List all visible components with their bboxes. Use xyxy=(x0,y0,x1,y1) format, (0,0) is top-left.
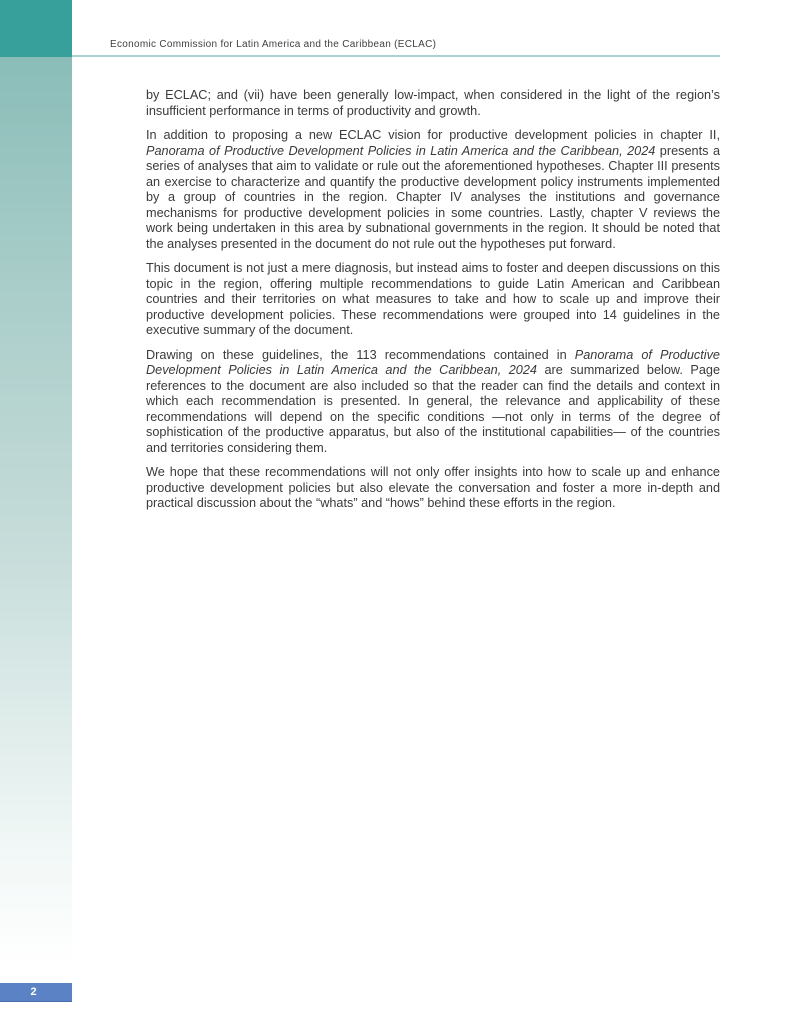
text-run: We hope that these recommendations will not only offer insights into how to scale up and enhance productive development policies but also elevate the conversation and foster a more in-depth and practical discussion about the “whats” and “hows” behind these efforts in the region. xyxy=(146,465,720,510)
corner-accent-block xyxy=(0,0,72,57)
text-run: This document is not just a mere diagnosis, but instead aims to foster and deepen discussions on this topic in the region, offering multiple recommendations to guide Latin American and Caribbean countries and their territories on what measures to take and how to scale up and improve their productive development policies. These recommendations were grouped into 14 guidelines in the executive summary of the document. xyxy=(146,261,720,337)
text-run: presents a series of analyses that aim to validate or rule out the aforementioned hypotheses. Chapter III presents an exercise to characterize and quantify the productive development policy instruments implemented by a group of countries in the region. Chapter IV analyses the institutions and governance mechanisms for productive development policies in some countries. Lastly, chapter V reviews the work being undertaken in this area by subnational governments in the region. It should be noted that the analyses presented in the document do not rule out the hypotheses put forward. xyxy=(146,143,720,251)
paragraph xyxy=(146,88,720,119)
running-header: Economic Commission for Latin America and the Caribbean (ECLAC) xyxy=(110,39,437,50)
text-run: by ECLAC; and (vii) have been generally low-impact, when considered in the light of the region’s insufficient performance in terms of productivity and growth. xyxy=(146,88,720,118)
text-run: are summarized below. Page references to the document are also included so that the reader can find the details and context in which each recommendation is presented. In general, the relevance and applicability of these recommendations will depend on the specific conditions —not only in terms of the degree of sophistication of the productive apparatus, but also of the institutional capabilities— of the countries and territories considering them. xyxy=(146,363,720,455)
page-number: 2 xyxy=(30,986,37,998)
page-number-badge xyxy=(0,983,72,1002)
paragraph xyxy=(146,465,720,512)
header-rule-divider xyxy=(72,55,720,57)
italic-title-run: Panorama of Productive Development Policies in Latin America and the Caribbean, 2024 xyxy=(146,347,720,377)
paragraph xyxy=(146,261,720,339)
italic-title-run: Panorama of Productive Development Policies in Latin America and the Caribbean, 2024 xyxy=(146,143,656,158)
body-paragraphs xyxy=(146,88,720,521)
paragraph xyxy=(146,128,720,252)
paragraph xyxy=(146,348,720,457)
left-gradient-sidebar xyxy=(0,57,72,965)
text-run: Drawing on these guidelines, the 113 recommendations contained in xyxy=(146,347,575,362)
text-run: In addition to proposing a new ECLAC vision for productive development policies in chapter II, xyxy=(146,128,720,142)
